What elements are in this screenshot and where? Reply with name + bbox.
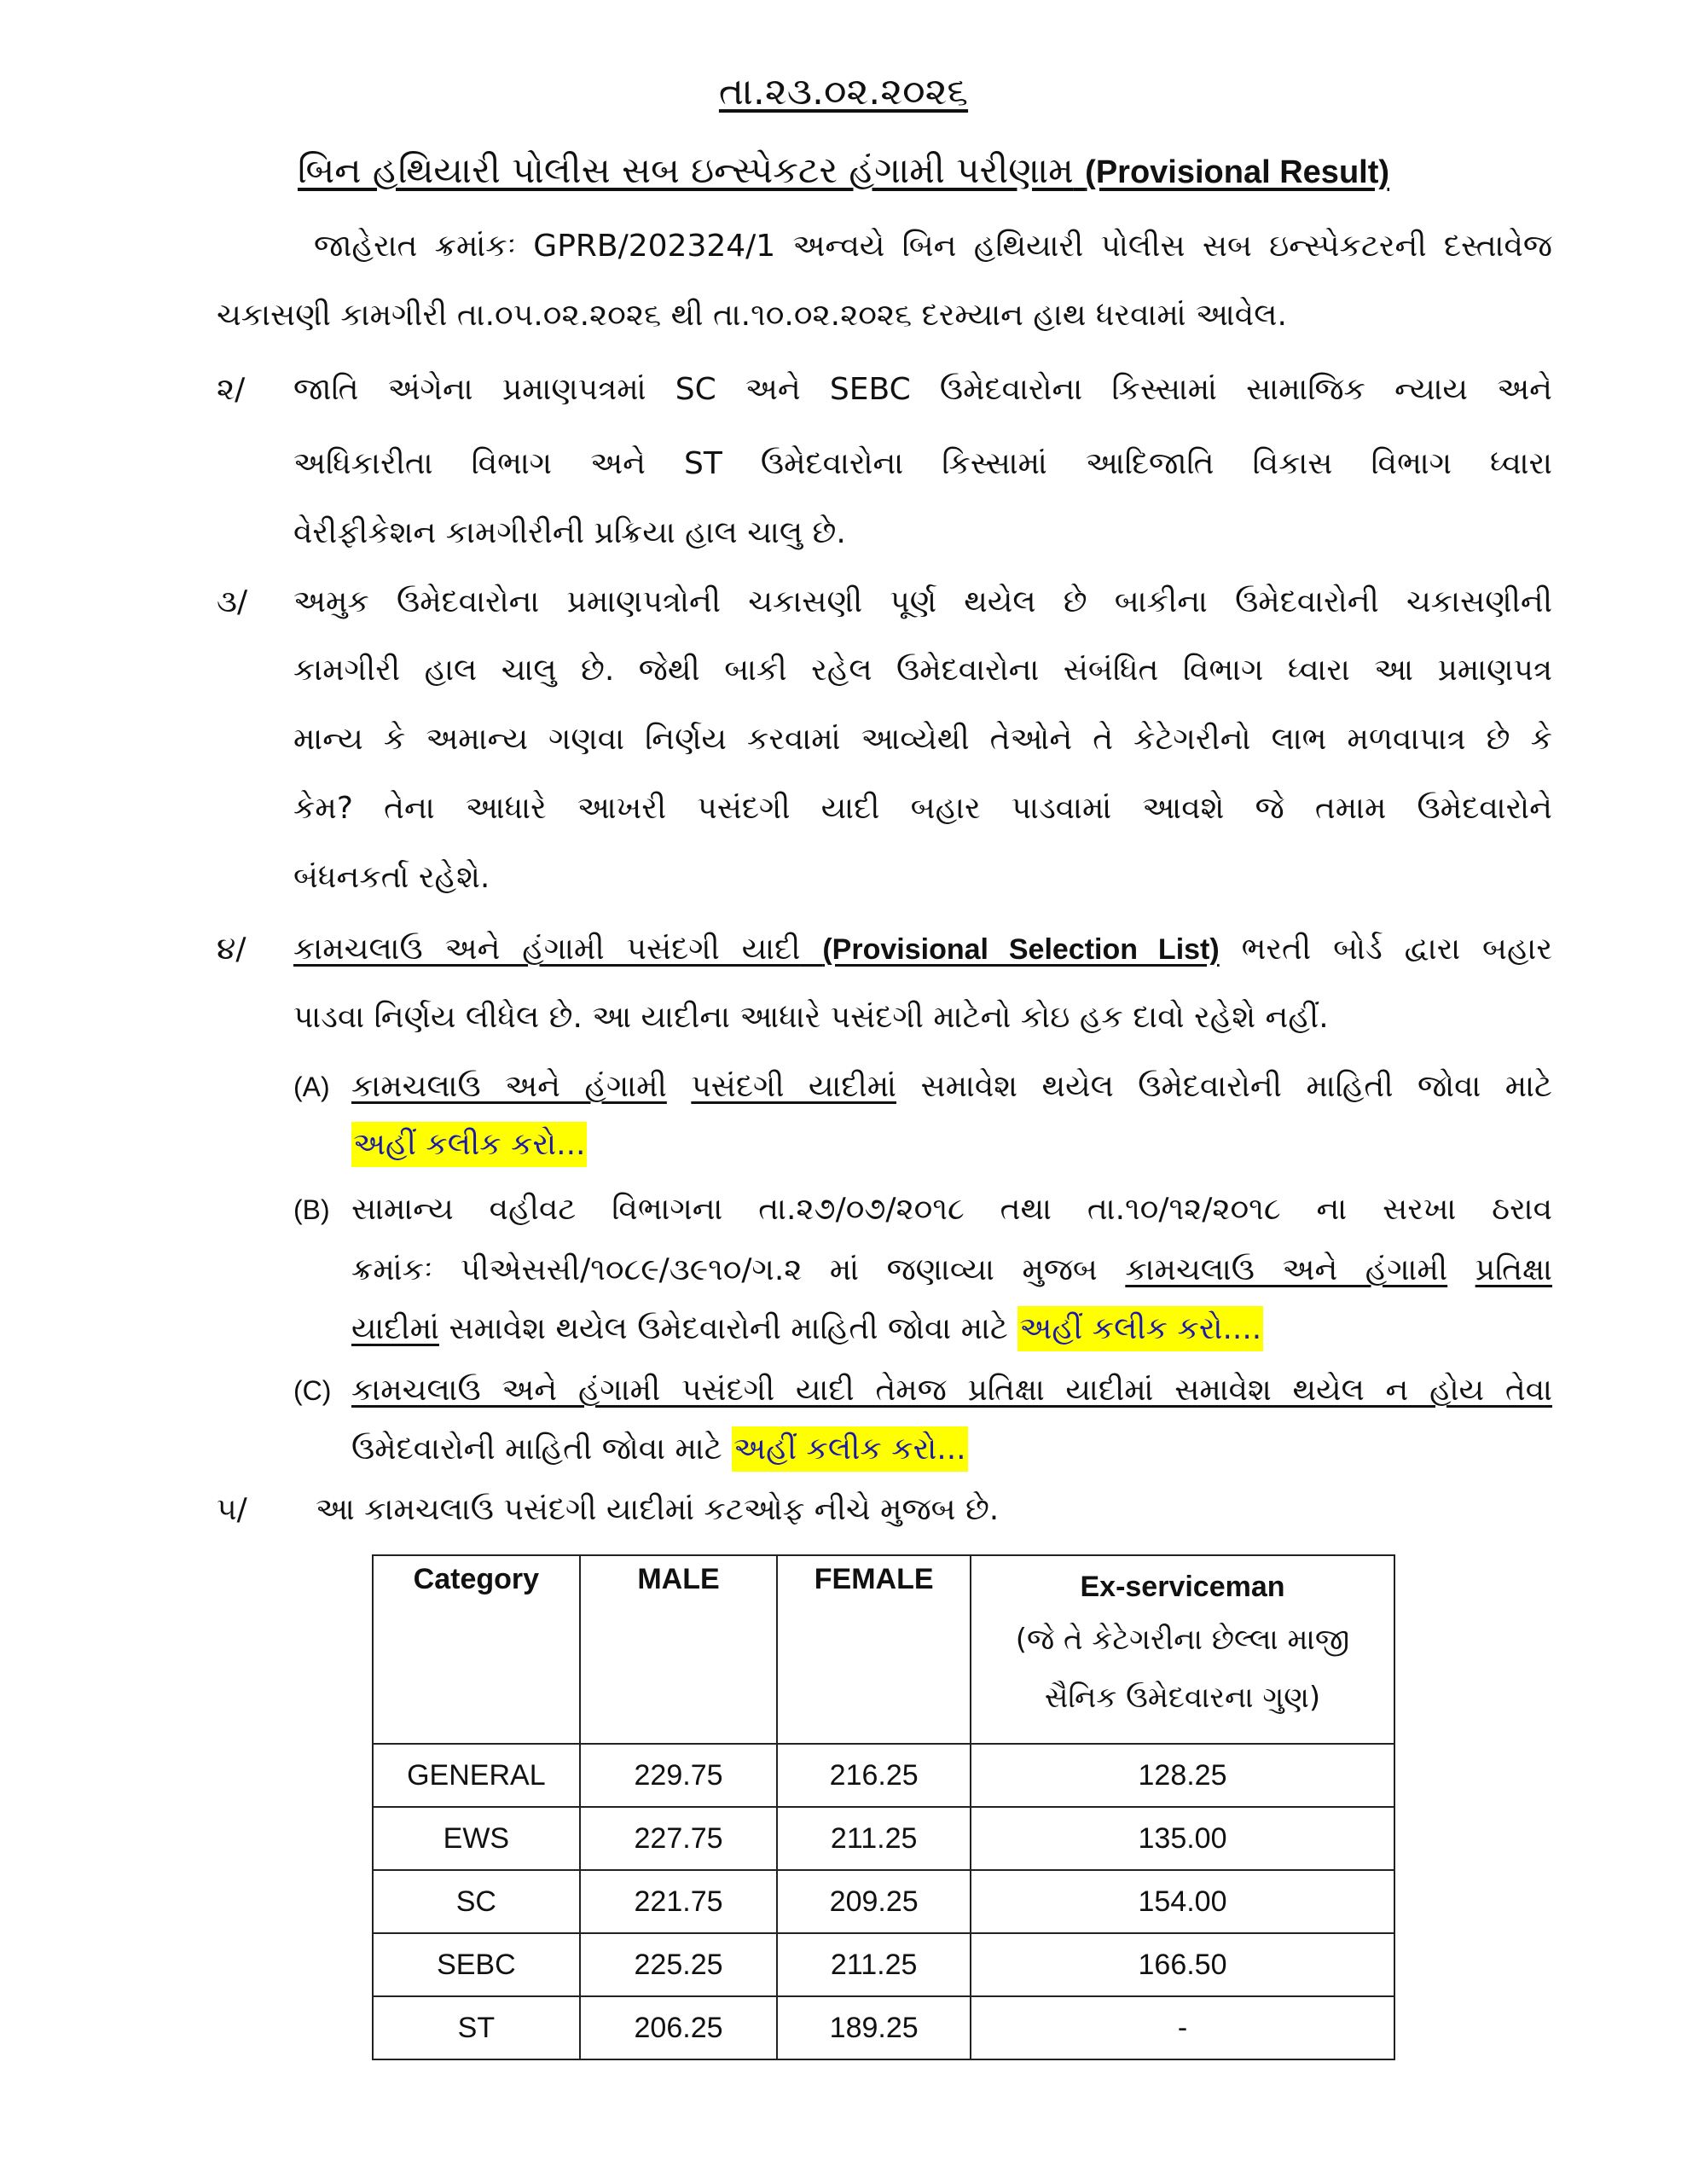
ex-serviceman-note: (જે તે કેટેગરીના છેલ્લા માજી: [1015, 1623, 1350, 1657]
waiting-list-link[interactable]: અહીં કલીક કરો....: [1017, 1306, 1263, 1351]
cell-ex-serviceman: 166.50: [971, 1933, 1394, 1996]
sub-b-underlined-2: પ્રતિક્ષા: [1475, 1252, 1552, 1287]
cell-ex-serviceman: -: [971, 1996, 1394, 2059]
header-female: FEMALE: [777, 1555, 971, 1744]
sub-c-label: (C): [293, 1375, 332, 1406]
sub-a-underlined-1: કામચલાઉ અને હંગામી: [351, 1069, 667, 1104]
title-english: (Provisional Result): [1085, 154, 1390, 190]
item-3-line: કેમ? તેના આધારે આખરી પસંદગી યાદી બહાર પાડવામાં આવશે જે તમામ ઉમેદવારોને: [293, 791, 1552, 826]
sub-a-line-1: [351, 1066, 1552, 1108]
cell-category: GENERAL: [373, 1744, 580, 1807]
item-4-rest: ભરતી બોર્ડ દ્વારા બહાર: [1241, 932, 1552, 967]
sub-b-line-2: [351, 1249, 1552, 1292]
item-5-text: આ કામચલાઉ પસંદગી યાદીમાં કટઓફ નીચે મુજબ છે.: [316, 1492, 1000, 1527]
intro-line-1: જાહેરાત ક્રમાંકઃ GPRB/202324/1 અન્વયે બિન હથિયારી પોલીસ સબ ઇન્સ્પેકટરની દસ્તાવેજ: [314, 229, 1552, 264]
cell-female: 209.25: [777, 1870, 971, 1933]
table-row: [373, 1996, 1394, 2059]
sub-b-text: ક્રમાંકઃ પીએસસી/૧૦૮૯/૩૯૧૦/ગ.૨ માં જણાવ્યા મુજબ: [351, 1252, 1098, 1287]
item-3-line: કામગીરી હાલ ચાલુ છે. જેથી બાકી રહેલ ઉમેદવારોના સંબંધિત વિભાગ ધ્વારા આ પ્રમાણપત્ર: [293, 653, 1552, 688]
item-5-number: ૫/: [217, 1492, 247, 1527]
item-2-line: વેરીફીકેશન કામગીરીની પ્રક્રિયા હાલ ચાલુ છે.: [293, 515, 846, 550]
table-row: [373, 1870, 1394, 1933]
ex-serviceman-label: Ex-serviceman: [1080, 1571, 1285, 1603]
cell-female: 216.25: [777, 1744, 971, 1807]
cell-female: 189.25: [777, 1996, 971, 2059]
cell-male: 221.75: [580, 1870, 778, 1933]
document-date: તા.૨૩.૦૨.૨૦૨૬: [718, 70, 969, 113]
sub-a-text: સમાવેશ થયેલ ઉમેદવારોની માહિતી જોવા માટે: [920, 1069, 1552, 1104]
cell-category: SEBC: [373, 1933, 580, 1996]
item-3-line: બંધનકર્તા રહેશે.: [293, 860, 490, 895]
sub-b-line-1: સામાન્ય વહીવટ વિભાગના તા.૨૭/૦૭/૨૦૧૮ તથા તા.૧૦/૧૨/૨૦૧૮ ના સરખા ઠરાવ: [351, 1192, 1552, 1227]
item-3-number: ૩/: [217, 584, 248, 619]
sub-a-label: (A): [293, 1072, 330, 1102]
cutoff-table: [372, 1554, 1395, 2060]
sub-c-underlined: કામચલાઉ અને હંગામી પસંદગી યાદી તેમજ પ્રતિક્ષા યાદીમાં સમાવેશ થયેલ ન હોય તેવા: [351, 1373, 1552, 1408]
cell-male: 206.25: [580, 1996, 778, 2059]
item-4-line-2: પાડવા નિર્ણય લીધેલ છે. આ યાદીના આધારે પસંદગી માટેનો કોઇ હક દાવો રહેશે નહીં.: [293, 1000, 1329, 1035]
table-header-row: [373, 1555, 1394, 1744]
sub-b-text-2: સમાવેશ થયેલ ઉમેદવારોની માહિતી જોવા માટે: [449, 1311, 1008, 1346]
cell-category: ST: [373, 1996, 580, 2059]
sub-b-label: (B): [293, 1194, 330, 1225]
cell-ex-serviceman: 128.25: [971, 1744, 1394, 1807]
cell-category: SC: [373, 1870, 580, 1933]
sub-b-underlined-1: કામચલાઉ અને હંગામી: [1125, 1252, 1448, 1287]
cell-female: 211.25: [777, 1933, 971, 1996]
sub-c-line-1: [351, 1369, 1552, 1412]
header-category: Category: [373, 1555, 580, 1744]
table-row: [373, 1807, 1394, 1870]
header-male: MALE: [580, 1555, 778, 1744]
table-row: [373, 1933, 1394, 1996]
item-3-line: માન્ય કે અમાન્ય ગણવા નિર્ણય કરવામાં આવ્યેથી તેઓને તે કેટેગરીનો લાભ મળવાપાત્ર છે કે: [293, 722, 1552, 757]
sub-a-underlined-2: પસંદગી યાદીમાં: [691, 1069, 896, 1104]
intro-line-2: ચકાસણી કામગીરી તા.૦૫.૦૨.૨૦૨૬ થી તા.૧૦.૦૨.૨૦૨૬ દરમ્યાન હાથ ધરવામાં આવેલ.: [217, 298, 1287, 333]
cell-ex-serviceman: 154.00: [971, 1870, 1394, 1933]
heading-gujarati: કામચલાઉ અને હંગામી પસંદગી યાદી: [293, 932, 801, 967]
provisional-list-heading: [293, 932, 1220, 967]
ex-serviceman-note: સૈનિક ઉમેદવારના ગુણ): [1044, 1681, 1321, 1715]
cell-ex-serviceman: 135.00: [971, 1807, 1394, 1870]
cell-male: 229.75: [580, 1744, 778, 1807]
provisional-selection-link[interactable]: અહીં કલીક કરો...: [351, 1122, 587, 1167]
cell-female: 211.25: [777, 1807, 971, 1870]
sub-a-line-2: [351, 1124, 587, 1166]
item-4-line-1: [293, 928, 1552, 971]
title-gujarati: બિન હથિયારી પોલીસ સબ ઇન્સ્પેકટર હંગામી પરીણામ: [297, 149, 1074, 191]
page-title: [0, 147, 1687, 196]
sub-b-underlined-3: યાદીમાં: [351, 1311, 439, 1346]
sub-c-text: ઉમેદવારોની માહિતી જોવા માટે: [351, 1432, 722, 1467]
item-2-line: અધિકારીતા વિભાગ અને ST ઉમેદવારોના કિસ્સામાં આદિજાતિ વિકાસ વિભાગ ધ્વારા: [293, 446, 1552, 481]
item-4-number: ૪/: [217, 932, 246, 967]
item-2-line: જાતિ અંગેના પ્રમાણપત્રમાં SC અને SEBC ઉમેદવારોના કિસ્સામાં સામાજિક ન્યાય અને: [293, 372, 1552, 407]
sub-b-line-3: [351, 1308, 1263, 1350]
cell-male: 227.75: [580, 1807, 778, 1870]
header-ex-serviceman: [971, 1555, 1394, 1744]
table-row: [373, 1744, 1394, 1807]
sub-c-line-2: [351, 1428, 968, 1471]
item-3-line: અમુક ઉમેદવારોના પ્રમાણપત્રોની ચકાસણી પૂર્ણ થયેલ છે બાકીના ઉમેદવારોની ચકાસણીની: [293, 584, 1552, 619]
cell-male: 225.25: [580, 1933, 778, 1996]
item-2-number: ૨/: [217, 372, 246, 407]
cell-category: EWS: [373, 1807, 580, 1870]
not-included-link[interactable]: અહીં કલીક કરો...: [732, 1426, 967, 1472]
heading-english: (Provisional Selection List): [822, 933, 1220, 966]
